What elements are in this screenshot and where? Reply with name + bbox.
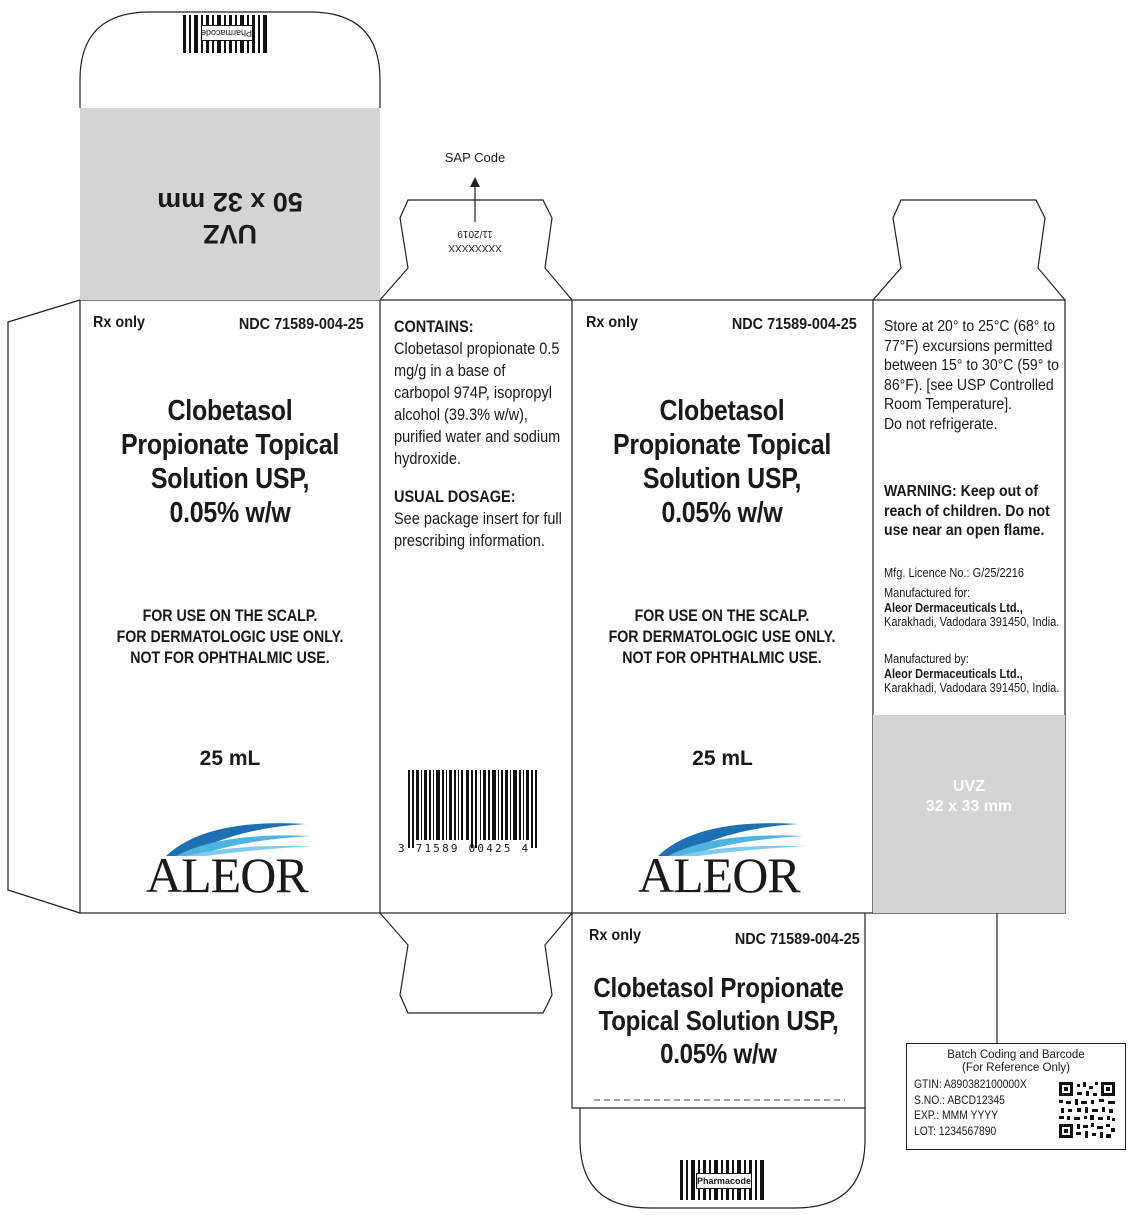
barcode-number: 3 71589 00425 4	[398, 842, 531, 855]
top-uvz-area	[80, 108, 380, 300]
title-line: 0.05% w/w	[660, 1038, 777, 1069]
storage-text: Store at 20° to 25°C (68° to 77°F) excursions permitted between 15° to 30°C (59° to 86°F). [see USP Controlled Room Temperature].	[884, 318, 1060, 413]
licence-number: Mfg. Licence No.: G/25/2216	[884, 566, 1025, 580]
top-pharmacode-label: Pharmacode	[201, 25, 253, 41]
mfd-by-company: Aleor Dermaceuticals Ltd.,	[884, 666, 1023, 681]
no-refrigerate: Do not refrigerate.	[884, 415, 998, 433]
storage-panel	[873, 300, 1065, 913]
lot-number: LOT: 1234567890	[914, 1125, 997, 1138]
contains-section	[394, 316, 563, 552]
usage-line: NOT FOR OPHTHALMIC USE.	[622, 649, 822, 667]
title-line: 0.05% w/w	[661, 497, 783, 529]
usage-line: FOR USE ON THE SCALP.	[634, 607, 810, 625]
title-line: Clobetasol	[659, 395, 785, 427]
sap-code-value: XXXXXXXX	[448, 242, 502, 253]
volume: 25 mL	[692, 747, 753, 770]
batch-heading: Batch Coding and Barcode	[947, 1049, 1085, 1061]
front-panel-main	[572, 300, 873, 913]
side-panel	[380, 300, 572, 913]
right-uvz-title: UVZ	[953, 778, 985, 795]
brand-name: ALEOR	[638, 847, 800, 903]
sap-code-label: SAP Code	[444, 150, 506, 165]
product-title	[584, 394, 859, 530]
usage-line: FOR DERMATOLOGIC USE ONLY.	[116, 628, 344, 646]
rx-only: Rx only	[589, 927, 642, 944]
top-uvz-size: 50 x 32 mm	[157, 187, 303, 217]
ndc-number: NDC 71589-004-25	[239, 316, 364, 333]
dosage-heading: USUAL DOSAGE:	[394, 488, 516, 506]
aleor-logo	[146, 818, 316, 903]
usage-line: FOR DERMATOLOGIC USE ONLY.	[608, 628, 836, 646]
ndc-number: NDC 71589-004-25	[735, 931, 860, 948]
right-uvz-area	[873, 715, 1065, 913]
rx-only: Rx only	[93, 314, 146, 331]
title-line: Solution USP,	[642, 463, 802, 495]
title-line: 0.05% w/w	[169, 497, 291, 529]
top-pharmacode	[183, 15, 269, 53]
serial-number: S.NO.: ABCD12345	[914, 1094, 1005, 1107]
title-line: Clobetasol Propionate	[593, 972, 844, 1003]
title-line: Topical Solution USP,	[598, 1005, 839, 1036]
usage-warning	[576, 606, 868, 669]
product-title	[580, 971, 858, 1070]
warning-text: WARNING: Keep out of reach of children. Do not use near an open flame.	[884, 483, 1050, 539]
usage-warning	[84, 606, 376, 669]
title-line: Solution USP,	[150, 463, 310, 495]
aleor-logo	[638, 818, 808, 903]
right-uvz-size: 32 x 33 mm	[925, 798, 1013, 815]
mfd-for-label: Manufactured for:	[884, 586, 971, 600]
upc-barcode	[398, 770, 558, 860]
top-uvz-title: UVZ	[203, 219, 257, 249]
batch-subheading: (For Reference Only)	[961, 1062, 1070, 1074]
usage-line: NOT FOR OPHTHALMIC USE.	[130, 649, 330, 667]
title-line: Clobetasol	[167, 395, 293, 427]
usage-line: FOR USE ON THE SCALP.	[142, 607, 318, 625]
sap-date: 11/2019	[457, 228, 493, 239]
qr-code-icon	[1059, 1082, 1115, 1138]
contains-text: Clobetasol propionate 0.5 mg/g in a base of carbopol 974P, isopropyl alcohol (39.3% w/w), purified water and sodium hydroxide.	[394, 340, 561, 468]
brand-name: ALEOR	[146, 847, 308, 903]
bottom-pharmacode	[680, 1160, 766, 1200]
title-line: Propionate Topical	[612, 429, 831, 461]
mfd-by-address: Karakhadi, Vadodara 391450, India.	[884, 681, 1060, 695]
contains-heading: CONTAINS:	[394, 318, 474, 336]
batch-coding-box	[906, 1043, 1126, 1150]
dosage-text: See package insert for full prescribing information.	[394, 510, 562, 550]
volume: 25 mL	[199, 747, 261, 770]
mfd-for-company: Aleor Dermaceuticals Ltd.,	[884, 600, 1023, 615]
barcode-bars	[408, 770, 548, 848]
rx-only: Rx only	[586, 314, 639, 331]
product-title	[92, 394, 367, 530]
mfd-by-label: Manufactured by:	[884, 652, 970, 666]
bottom-flap	[572, 913, 865, 1108]
title-line: Propionate Topical	[120, 429, 339, 461]
expiry: EXP.: MMM YYYY	[914, 1110, 999, 1122]
bottom-pharmacode-label: Pharmacode	[696, 1173, 752, 1189]
front-panel-left	[80, 300, 380, 913]
mfd-for-address: Karakhadi, Vadodara 391450, India.	[884, 615, 1060, 629]
ndc-number: NDC 71589-004-25	[732, 316, 857, 333]
gtin: GTIN: A890382100000X	[914, 1079, 1027, 1091]
